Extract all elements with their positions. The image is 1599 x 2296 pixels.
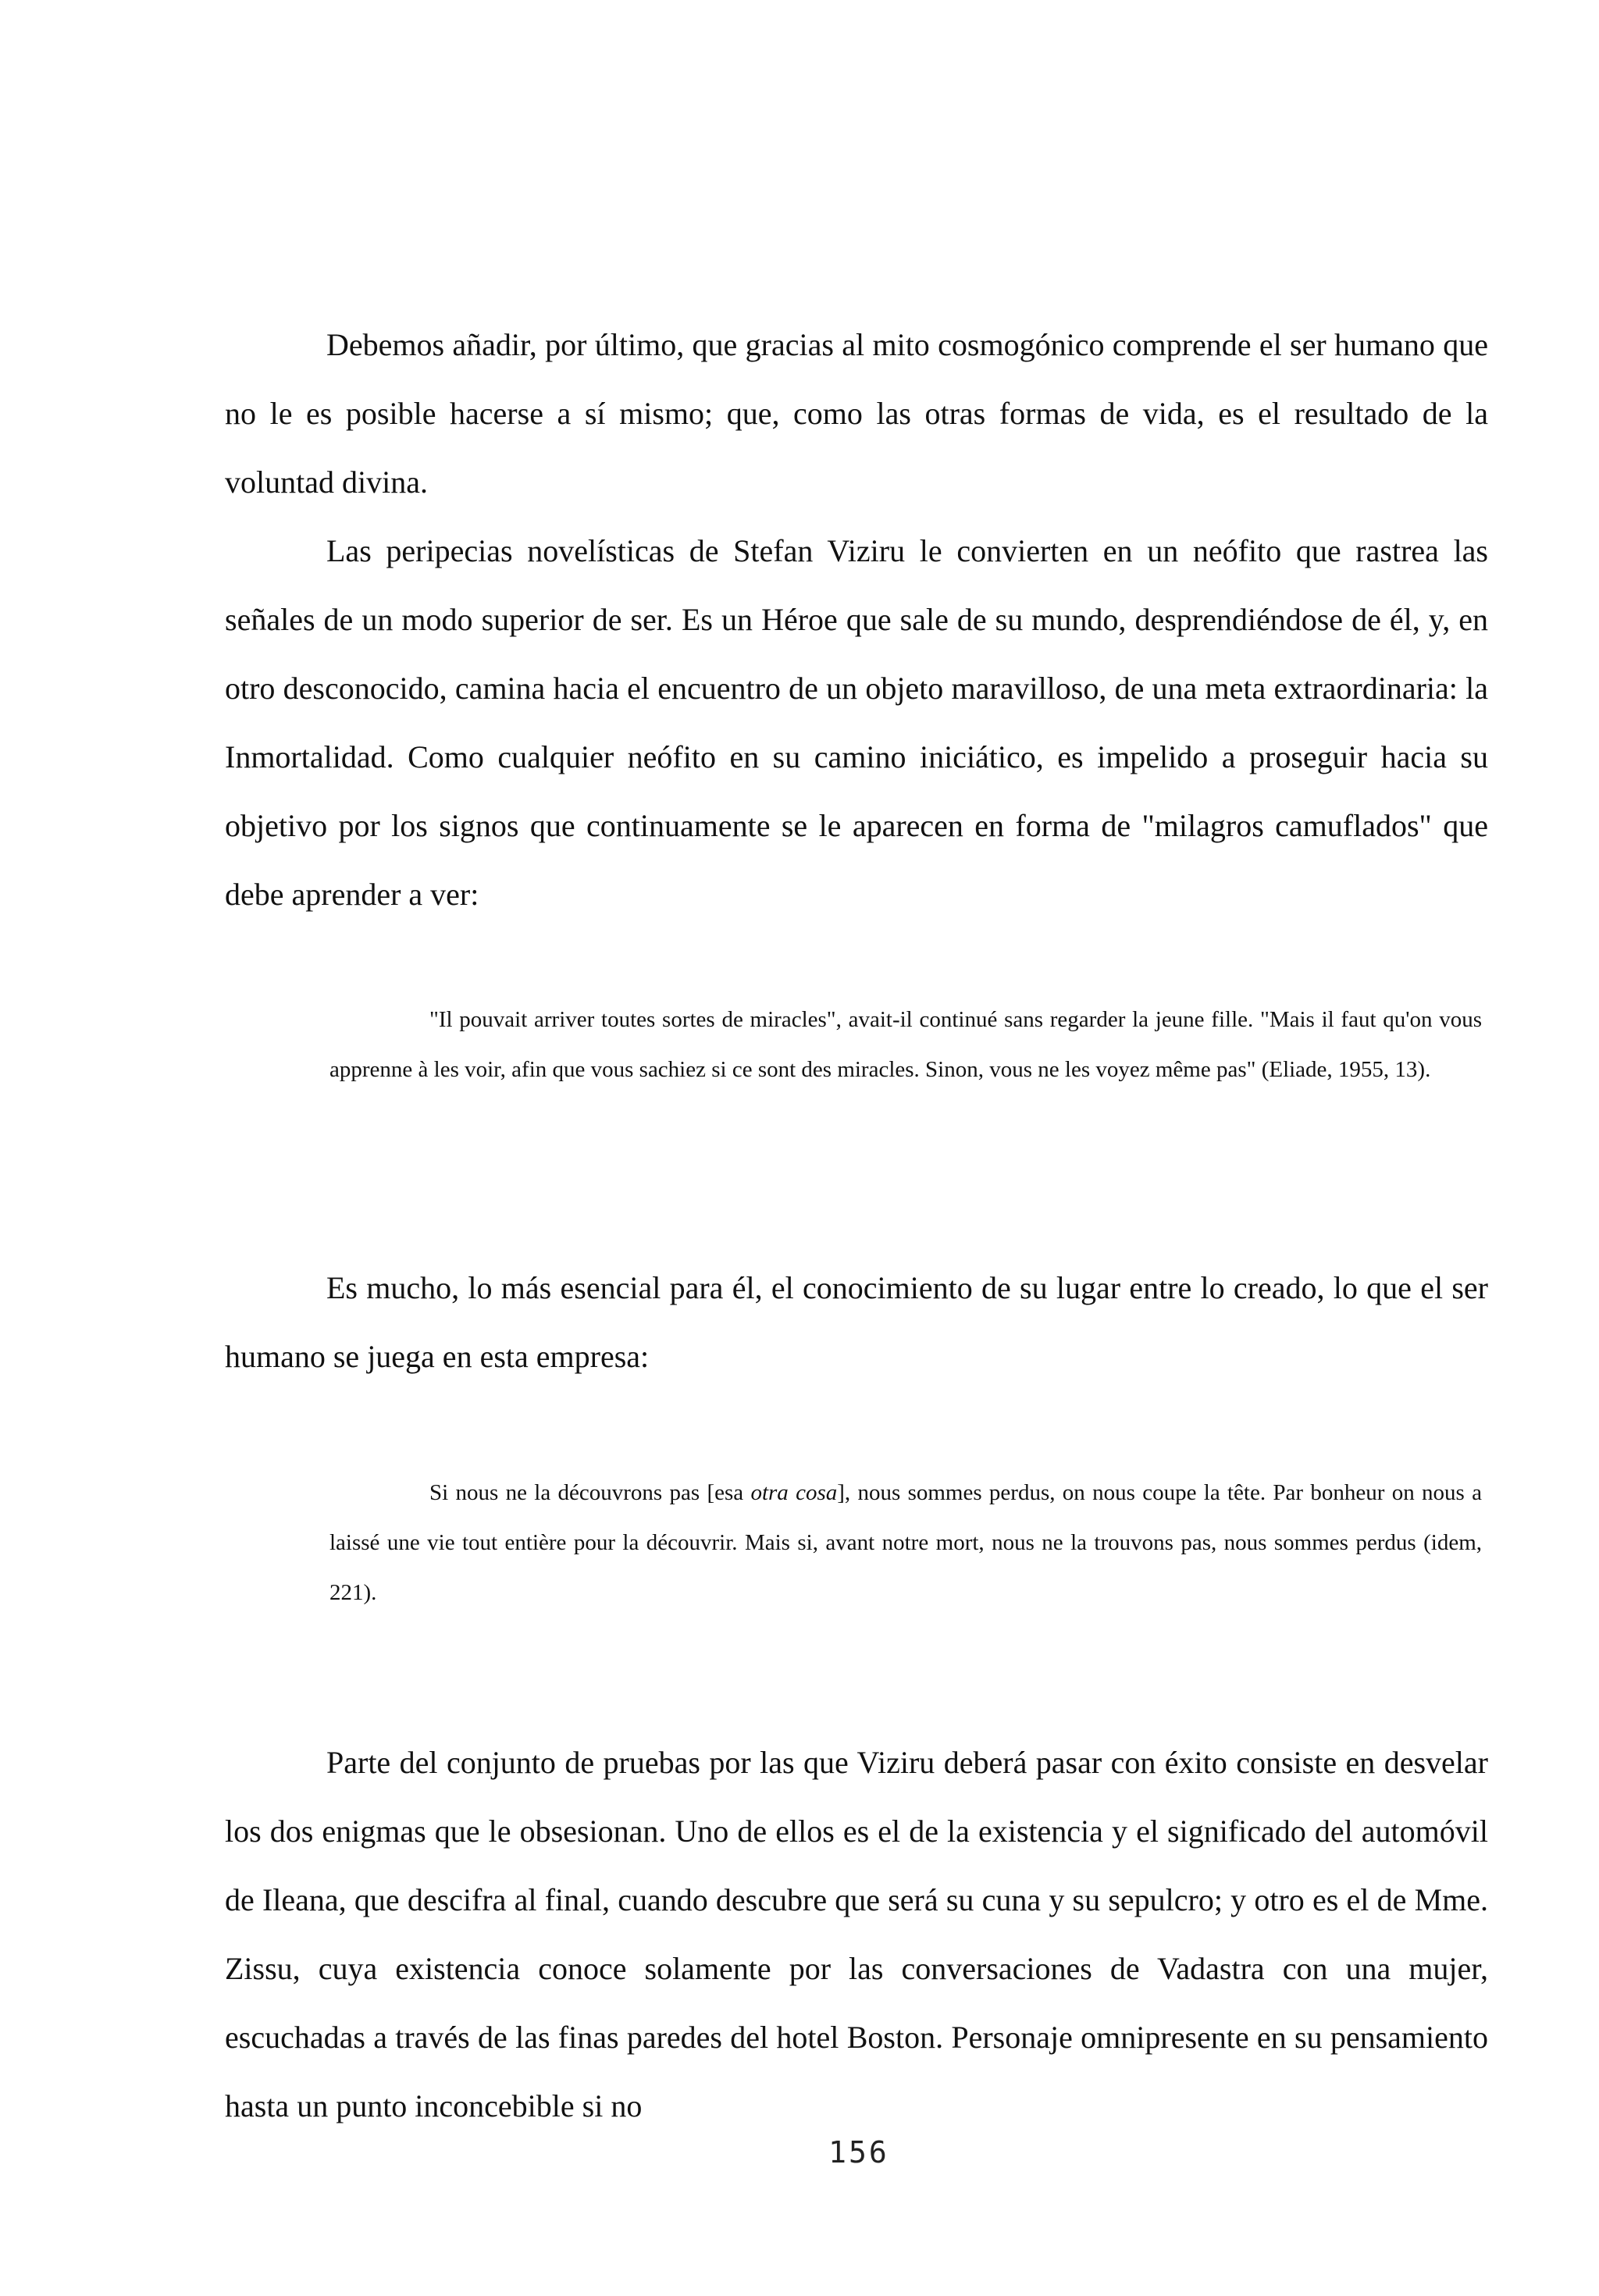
paragraph-text: Es mucho, lo más esencial para él, el conocimiento de su lugar entre lo creado, lo que el ser humano se juega en esta empresa: <box>225 1270 1488 1374</box>
block-quote <box>329 995 1482 1095</box>
page-number: 156 <box>828 2135 889 2170</box>
quote-text: "Il pouvait arriver toutes sortes de miracles", avait-il continué sans regarder la jeune fille. "Mais il faut qu'on vous apprenne à les voir, afin que vous sachiez si ce sont des miracles. Sinon, vous ne les voyez même pas" (Eliade, 1955, 13). <box>329 1007 1482 1082</box>
body-paragraph <box>225 311 1488 517</box>
quote-italic-phrase: otra cosa <box>750 1480 838 1505</box>
paragraph-text: Parte del conjunto de pruebas por las que Viziru deberá pasar con éxito consiste en desvelar los dos enigmas que le obsesionan. Uno de ellos es el de la existencia y el significado del automóvil de Ileana, que descifra al final, cuando descubre que será su cuna y su sepulcro; y otro es el de Mme. Zissu, cuya existencia conoce solamente por las conversaciones de Vadastra con una mujer, escuchadas a través de las finas paredes del hotel Boston. Personaje omnipresente en su pensamiento hasta un punto inconcebible si no <box>225 1745 1488 2123</box>
paragraph-text: Las peripecias novelísticas de Stefan Viziru le convierten en un neófito que rastrea las señales de un modo superior de ser. Es un Héroe que sale de su mundo, desprendiéndose de él, y, en otro desconocido, camina hacia el encuentro de un objeto maravilloso, de una meta extraordinaria: la Inmortalidad. Como cualquier neófito en su camino iniciático, es impelido a proseguir hacia su objetivo por los signos que continuamente se le aparecen en forma de "milagros camuflados" que debe aprender a ver: <box>225 533 1488 912</box>
body-paragraph <box>225 1728 1488 2141</box>
block-quote <box>329 1468 1482 1618</box>
quote-text-after: ], nous sommes perdus, on nous coupe la tête. Par bonheur on nous a laissé une vie tout entière pour la découvrir. Mais si, avant notre mort, nous ne la trouvons pas, nous sommes perdus (idem, 221). <box>329 1480 1482 1605</box>
body-paragraph <box>225 517 1488 929</box>
paragraph-text: Debemos añadir, por último, que gracias al mito cosmogónico comprende el ser humano que no le es posible hacerse a sí mismo; que, como las otras formas de vida, es el resultado de la voluntad divina. <box>225 327 1488 500</box>
quote-text-before: Si nous ne la découvrons pas [esa <box>429 1480 751 1505</box>
body-paragraph <box>225 1254 1488 1391</box>
